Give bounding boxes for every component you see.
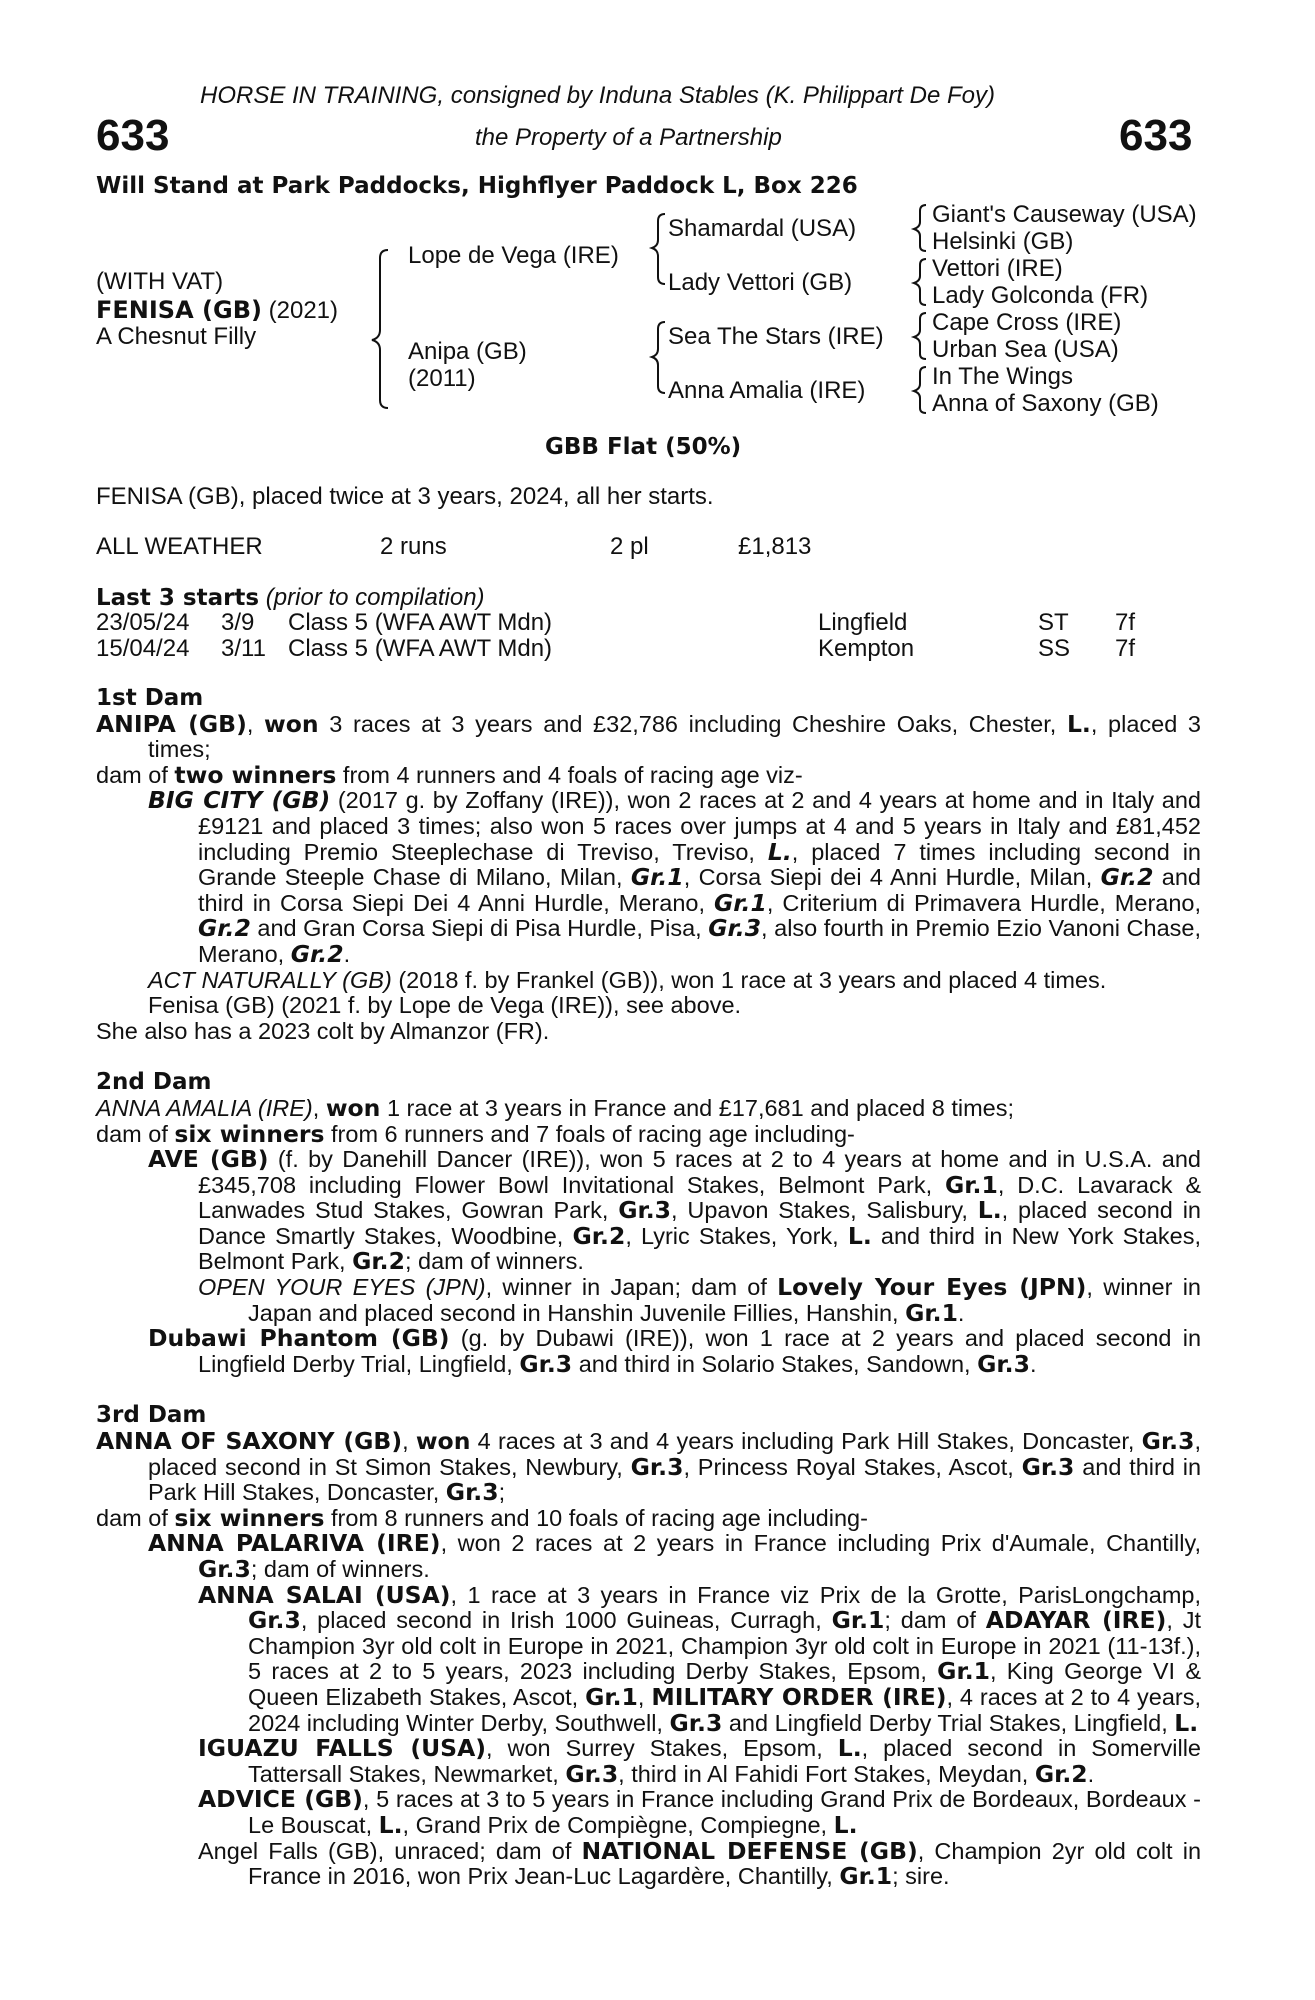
text: , won 2 races at 2 years in France including Prix d'Aumale, Chantilly,	[440, 1530, 1201, 1557]
lot-number-right: 633	[1119, 111, 1193, 160]
start-date: 15/04/24	[96, 635, 190, 662]
third-dam-record: ANNA OF SAXONY (GB), won 4 races at 3 and 4 years including Park Hill Stakes, Doncaster, Gr.3, placed second in St Simon Stakes, Newbury, Gr.3, Princess Royal Stakes, Ascot, Gr.3 and third in Park Hill Stakes, Doncaster, Gr.3;	[96, 1427, 1202, 1507]
text: , placed 7 times including second in Grande Steeple Chase di Milano, Milan,	[198, 838, 1201, 891]
offspring-name: ACT NATURALLY (GB)	[148, 966, 392, 993]
offspring-ave	[96, 1147, 1201, 1275]
grade: Gr.3	[198, 1555, 251, 1583]
offspring-big-city	[96, 788, 1201, 967]
text: ; dam of	[884, 1607, 976, 1634]
earnings: £1,813	[738, 533, 812, 560]
first-dam-produce	[96, 760, 1201, 789]
offspring-anna-palariva	[96, 1531, 1201, 1582]
vat-note: (WITH VAT)	[96, 268, 224, 295]
text: , winner in Japan; dam of	[485, 1274, 767, 1301]
grade: Gr.2	[1034, 1759, 1088, 1788]
text: (2017 g. by Zoffany (IRE)), won 2 races at 2 and 4 years at home and in Italy and £9121 and placed 3 times; also won 5 races over jumps at 4 and 5 years in Italy and £81,452 including Premio Steeplechase di Treviso, Treviso,	[198, 787, 1202, 865]
offspring-angel-falls	[96, 1836, 1202, 1891]
offspring-name: ANNA PALARIVA (IRE)	[148, 1529, 441, 1558]
sire-sire: Shamardal (USA)	[668, 215, 857, 242]
text: , Champion 2yr old colt in France in 2016, won Prix Jean-Luc Lagardère, Chantilly,	[248, 1837, 1202, 1890]
offspring-open-your-eyes	[96, 1275, 1201, 1326]
text: , D.C. Lavarack & Lanwades Stud Stakes, Gowran Park,	[198, 1171, 1201, 1224]
winners-count: six winners	[174, 1503, 325, 1532]
grade: Gr.2	[1100, 863, 1154, 892]
second-dam-record: ANNA AMALIA (IRE), won 1 race at 3 years in France and £17,681 and placed 8 times;	[96, 1093, 1015, 1122]
grade: Gr.1	[839, 1862, 893, 1891]
grade: Gr.1	[905, 1298, 958, 1327]
grade: Gr.1	[831, 1606, 885, 1635]
dam-name: ANNA AMALIA (IRE)	[96, 1094, 313, 1121]
sire: Lope de Vega (IRE)	[408, 242, 619, 269]
grade: Gr.1	[937, 1657, 990, 1686]
grade: Gr.3	[565, 1759, 619, 1788]
grade: L.	[847, 1221, 872, 1250]
text: , Princess Royal Stakes, Ascot,	[683, 1453, 1014, 1480]
offspring-name: AVE (GB)	[148, 1145, 269, 1174]
property-line: the Property of a Partnership	[475, 124, 782, 151]
lot-number-left: 633	[96, 111, 170, 160]
text: dam of	[96, 761, 168, 788]
first-dam-heading: 1st Dam	[96, 685, 204, 711]
start-race: Class 5 (WFA AWT Mdn)	[288, 609, 553, 636]
text: , Corsa Siepi dei 4 Anni Hurdle, Milan,	[683, 864, 1093, 891]
text: from 8 runners and 10 foals of racing age including-	[331, 1504, 868, 1531]
dam-sire: Sea The Stars (IRE)	[668, 323, 884, 350]
offspring-name: OPEN YOUR EYES (JPN)	[198, 1274, 486, 1301]
text: .	[343, 940, 351, 967]
gen3-7: In The Wings	[932, 363, 1073, 390]
start-position: 3/9	[221, 609, 255, 636]
grade: Gr.1	[714, 888, 767, 917]
grade: Gr.2	[572, 1221, 626, 1250]
produce-record	[96, 686, 1201, 1890]
text: dam of	[96, 1504, 168, 1531]
winners-count: six winners	[174, 1119, 325, 1148]
offspring-name: ADAYAR (IRE)	[985, 1606, 1167, 1635]
grade: Gr.1	[585, 1682, 638, 1711]
grade: Gr.3	[1021, 1452, 1075, 1481]
text: ;	[498, 1479, 506, 1506]
grade: Gr.3	[669, 1708, 723, 1737]
text: 3 races at 3 years and £32,786 including Cheshire Oaks, Chester,	[329, 710, 1057, 737]
grade: Gr.3	[977, 1349, 1030, 1378]
placed-count: 2 pl	[610, 533, 649, 560]
text: and third in New York Stakes, Belmont Park,	[198, 1222, 1202, 1275]
start-course: Kempton	[818, 635, 915, 662]
offspring-name: NATIONAL DEFENSE (GB)	[581, 1836, 918, 1865]
offspring-name: Lovely Your Eyes (JPN)	[777, 1273, 1087, 1302]
grade: L.	[833, 1810, 858, 1839]
offspring-dubawi-phantom	[96, 1326, 1201, 1377]
text: , King George VI & Queen Elizabeth Stakes, Ascot,	[248, 1658, 1201, 1710]
first-dam-record: ANIPA (GB), won 3 races at 3 years and £32,786 including Cheshire Oaks, Chester, L., placed 3 times;	[96, 709, 1202, 763]
last-starts-note: (prior to compilation)	[265, 584, 485, 611]
text: dam of	[96, 1120, 168, 1147]
start-position: 3/11	[221, 635, 266, 662]
start-going: SS	[1038, 635, 1071, 662]
gen3-4: Lady Golconda (FR)	[932, 282, 1149, 309]
text: , Grand Prix de Compiègne, Compiegne,	[402, 1811, 828, 1838]
dam-name: ANNA OF SAXONY (GB)	[96, 1427, 403, 1456]
dam-name: ANIPA (GB)	[96, 709, 247, 738]
gen3-1: Giant's Causeway (USA)	[932, 201, 1197, 228]
start-date: 23/05/24	[96, 609, 190, 636]
text: , Criterium di Primavera Hurdle, Merano,	[766, 889, 1202, 916]
offspring-name: IGUAZU FALLS (USA)	[198, 1734, 487, 1763]
text: , Jt Champion 3yr old colt in Europe in 2021, Champion 3yr old colt in Europe in 2021 (11-13f.), 5 races at 2 to 5 years, 2023 including Derby Stakes, Epsom,	[248, 1607, 1202, 1685]
text: , 4 races at 2 to 4 years, 2024 including Winter Derby, Southwell,	[248, 1683, 1202, 1736]
grade: Gr.1	[630, 863, 684, 892]
horse-name: FENISA (GB)	[96, 296, 262, 324]
offspring-colt: She also has a 2023 colt by Almanzor (FR).	[96, 1017, 550, 1044]
dam-year: (2011)	[408, 365, 476, 392]
offspring-iguazu-falls	[96, 1736, 1201, 1787]
offspring-act-naturally	[96, 968, 1201, 994]
text: , placed second in Irish 1000 Guineas, Curragh,	[300, 1607, 822, 1634]
dam-dam: Anna Amalia (IRE)	[668, 377, 866, 404]
third-dam-heading: 3rd Dam	[96, 1402, 207, 1429]
horse-description: A Chesnut Filly	[96, 323, 257, 350]
runs-count: 2 runs	[380, 533, 447, 560]
gen3-6: Urban Sea (USA)	[932, 336, 1119, 363]
offspring-fenisa	[96, 993, 1201, 1019]
grade: Gr.2	[198, 914, 251, 943]
text: , 1 race at 3 years in France viz Prix de la Grotte, ParisLongchamp,	[450, 1581, 1202, 1608]
text: and third in Corsa Siepi Dei 4 Anni Hurdle, Merano,	[198, 864, 1201, 916]
text: and third in Park Hill Stakes, Doncaster,	[148, 1453, 1202, 1506]
text: , placed second in Somerville Tattersall Stakes, Newmarket,	[248, 1735, 1201, 1787]
grade: L.	[977, 1196, 1002, 1225]
text: and Gran Corsa Siepi di Pisa Hurdle, Pisa,	[257, 915, 702, 942]
text: , winner in Japan and placed second in Hanshin Juvenile Fillies, Hanshin,	[248, 1274, 1202, 1326]
text: , Upavon Stakes, Salisbury,	[671, 1197, 968, 1224]
start-course: Lingfield	[818, 609, 908, 636]
start-distance: 7f	[1115, 635, 1136, 662]
gen3-3: Vettori (IRE)	[932, 255, 1063, 282]
grade: L.	[378, 1810, 403, 1839]
text: ,	[637, 1683, 645, 1710]
grade: L.	[1174, 1708, 1199, 1737]
text: .	[1087, 1760, 1095, 1787]
gen3-5: Cape Cross (IRE)	[932, 309, 1122, 336]
text: ; dam of winners.	[250, 1556, 430, 1582]
offspring-anna-salai	[96, 1580, 1202, 1737]
horse-year: (2021)	[268, 297, 338, 324]
dam: Anipa (GB)	[408, 338, 527, 365]
start-distance: 7f	[1115, 609, 1136, 636]
offspring-name: MILITARY ORDER (IRE)	[651, 1682, 947, 1711]
text: from 4 runners and 4 foals of racing age viz-	[342, 761, 803, 788]
text: , placed 3 times;	[148, 710, 1202, 763]
bonus-scheme: GBB Flat (50%)	[545, 434, 742, 460]
text: (f. by Danehill Dancer (IRE)), won 5 races at 2 to 4 years at home and in U.S.A. and £345,708 including Flower Bowl Invitational Stakes, Belmont Park,	[198, 1146, 1201, 1198]
offspring-name: BIG CITY (GB)	[148, 786, 331, 815]
last-starts-heading	[96, 584, 485, 612]
consignor-line: HORSE IN TRAINING, consigned by Induna Stables (K. Philippart De Foy)	[200, 82, 995, 109]
gen3-8: Anna of Saxony (GB)	[932, 390, 1159, 417]
text: , 5 races at 3 to 5 years in France including Grand Prix de Bordeaux, Bordeaux - Le Bouscat,	[248, 1786, 1201, 1838]
text: (g. by Dubawi (IRE)), won 1 race at 2 years and placed second in Lingfield Derby Trial, Lingfield,	[198, 1325, 1202, 1377]
text: , won Surrey Stakes, Epsom,	[486, 1735, 823, 1762]
text: 1 race at 3 years in France and £17,681 and placed 8 times;	[386, 1094, 1015, 1121]
grade: L.	[837, 1734, 862, 1763]
text: and Lingfield Derby Trial Stakes, Lingfield,	[728, 1709, 1168, 1736]
text: Angel Falls (GB), unraced; dam of	[198, 1837, 572, 1864]
text: ; dam of winners.	[404, 1248, 584, 1275]
sire-dam: Lady Vettori (GB)	[668, 269, 853, 296]
grade: Gr.2	[290, 939, 344, 968]
text: , placed second in St Simon Stakes, Newbury,	[148, 1428, 1201, 1480]
start-going: ST	[1038, 609, 1069, 636]
text: 4 races at 3 and 4 years including Park Hill Stakes, Doncaster,	[477, 1428, 1135, 1455]
won-label: won	[264, 709, 319, 738]
grade: Gr.2	[352, 1247, 405, 1276]
third-dam-produce	[96, 1503, 1201, 1532]
grade: Gr.3	[708, 914, 762, 943]
won-label: won	[325, 1093, 381, 1122]
start-race: Class 5 (WFA AWT Mdn)	[288, 635, 553, 662]
won-label: won	[415, 1427, 471, 1456]
text: , placed second in Dance Smartly Stakes, Woodbine,	[198, 1197, 1201, 1249]
text: Fenisa (GB) (2021 f. by Lope de Vega (IRE)), see above.	[148, 992, 742, 1019]
grade: Gr.3	[618, 1196, 672, 1225]
grade: L.	[1066, 709, 1091, 738]
offspring-name: Dubawi Phantom (GB)	[148, 1324, 450, 1353]
offspring-advice	[96, 1787, 1201, 1838]
grade: Gr.3	[630, 1452, 684, 1481]
text: , Lyric Stakes, York,	[625, 1222, 839, 1249]
location-line: Will Stand at Park Paddocks, Highflyer Paddock L, Box 226	[96, 173, 858, 199]
text: from 6 runners and 7 foals of racing age including-	[331, 1120, 855, 1147]
grade: L.	[767, 837, 792, 866]
grade: Gr.3	[519, 1349, 573, 1378]
grade: Gr.1	[945, 1170, 998, 1199]
text: .	[1029, 1350, 1037, 1377]
last-starts-title: Last 3 starts	[96, 585, 260, 611]
text: ; sire.	[892, 1863, 950, 1890]
surface-label: ALL WEATHER	[96, 533, 263, 560]
winners-count: two winners	[174, 760, 337, 789]
gen3-2: Helsinki (GB)	[932, 228, 1074, 255]
race-summary: FENISA (GB), placed twice at 3 years, 2024, all her starts.	[96, 483, 714, 510]
grade: Gr.3	[248, 1606, 301, 1635]
offspring-name: ANNA SALAI (USA)	[198, 1580, 451, 1609]
offspring-name: ADVICE (GB)	[198, 1785, 363, 1814]
second-dam-heading: 2nd Dam	[96, 1069, 212, 1096]
text: and third in Solario Stakes, Sandown,	[578, 1350, 971, 1377]
text: (2018 f. by Frankel (GB)), won 1 race at 3 years and placed 4 times.	[398, 966, 1107, 993]
grade: Gr.3	[445, 1478, 499, 1507]
text: , third in Al Fahidi Fort Stakes, Meydan,	[618, 1760, 1029, 1787]
grade: Gr.3	[1141, 1427, 1195, 1456]
second-dam-produce	[96, 1119, 1201, 1148]
text: , also fourth in Premio Ezio Vanoni Chase, Merano,	[198, 915, 1202, 967]
text: .	[957, 1299, 965, 1326]
